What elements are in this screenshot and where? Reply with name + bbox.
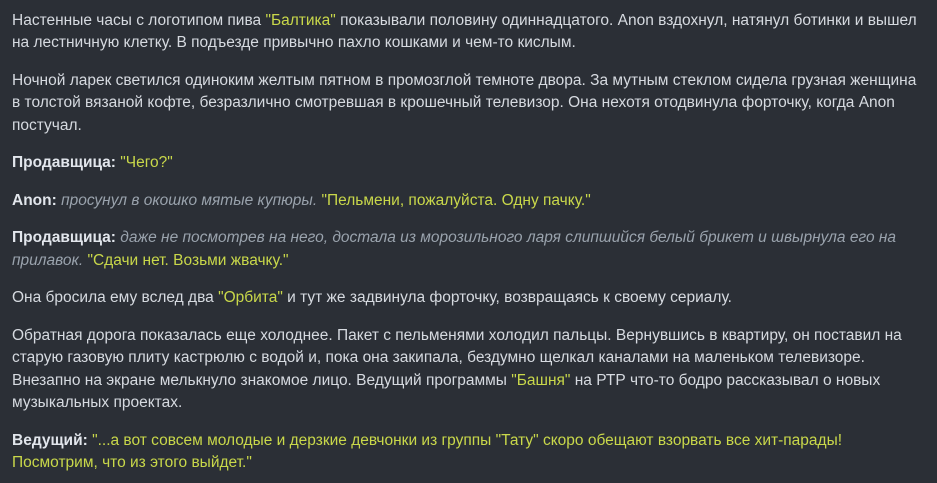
text-run-plain: Она бросила ему вслед два xyxy=(12,289,219,307)
paragraph-clock-intro xyxy=(12,10,925,55)
text-run-quote: "Сдачи нет. Возьми жвачку." xyxy=(87,251,289,269)
text-run-action: даже не посмотрев на него, достала из морозильного ларя слипшийся белый брикет и швырнула его на прилавок. xyxy=(12,229,897,269)
text-run-plain: и тут же задвинула форточку, возвращаясь к своему сериалу. xyxy=(282,289,732,307)
paragraph-kiosk-description xyxy=(12,70,925,137)
text-run-quote: "Чего?" xyxy=(120,154,173,172)
text-run-plain: показывали половину одиннадцатого. Anon вздохнул, натянул ботинки и вышел на лестничную клетку. В подъезде привычно пахло кошками и чем-то кислым. xyxy=(12,12,917,52)
paragraph-anon-line xyxy=(12,190,925,212)
text-run-brand: "Балтика" xyxy=(265,12,336,29)
text-run-speaker: Ведущий: xyxy=(12,431,88,449)
paragraph-host-line xyxy=(12,430,925,475)
text-run-speaker: Продавщица: xyxy=(12,154,116,172)
text-run-speaker: Продавщица: xyxy=(12,229,116,247)
text-run-action: просунул в окошко мятые купюры. xyxy=(61,191,318,209)
text-run-plain: на РТР что-то бодро рассказывал о новых музыкальных проектах. xyxy=(12,371,881,412)
text-run-brand: "Орбита" xyxy=(218,289,283,307)
text-run-plain: Настенные часы с логотипом пива xyxy=(12,12,266,29)
paragraph-way-back xyxy=(12,325,925,415)
text-run-speaker: Anon: xyxy=(12,191,57,209)
paragraph-saleswoman-line-1 xyxy=(12,152,925,174)
text-run-plain: Ночной ларек светился одиноким желтым пятном в промозглой темноте двора. За мутным стеклом сидела грузная женщина в толстой вязаной кофте, безразлично смотревшая в крошечный телевизор. Она нехотя отодвинула форточку, когда Anon постучал. xyxy=(12,71,917,134)
text-run-brand: "Башня" xyxy=(511,371,571,389)
paragraph-saleswoman-line-2 xyxy=(12,227,925,272)
text-run-quote: "...а вот совсем молодые и дерзкие девчонки из группы "Тату" скоро обещают взорвать все хит-парады! Посмотрим, что из этого выйдет." xyxy=(12,431,843,472)
text-run-plain: Обратная дорога показалась еще холоднее. Пакет с пельменями холодил пальцы. Вернувшись в квартиру, он поставил на старую газовую плиту кастрюлю с водой и, пока она закипала, бездумно щелкал каналами на маленьком телевизоре. Внезапно на экране мелькнуло знакомое лицо. Ведущий программы xyxy=(12,326,902,389)
paragraph-orbit xyxy=(12,287,925,309)
text-run-quote: "Пельмени, пожалуйста. Одну пачку." xyxy=(321,191,591,209)
